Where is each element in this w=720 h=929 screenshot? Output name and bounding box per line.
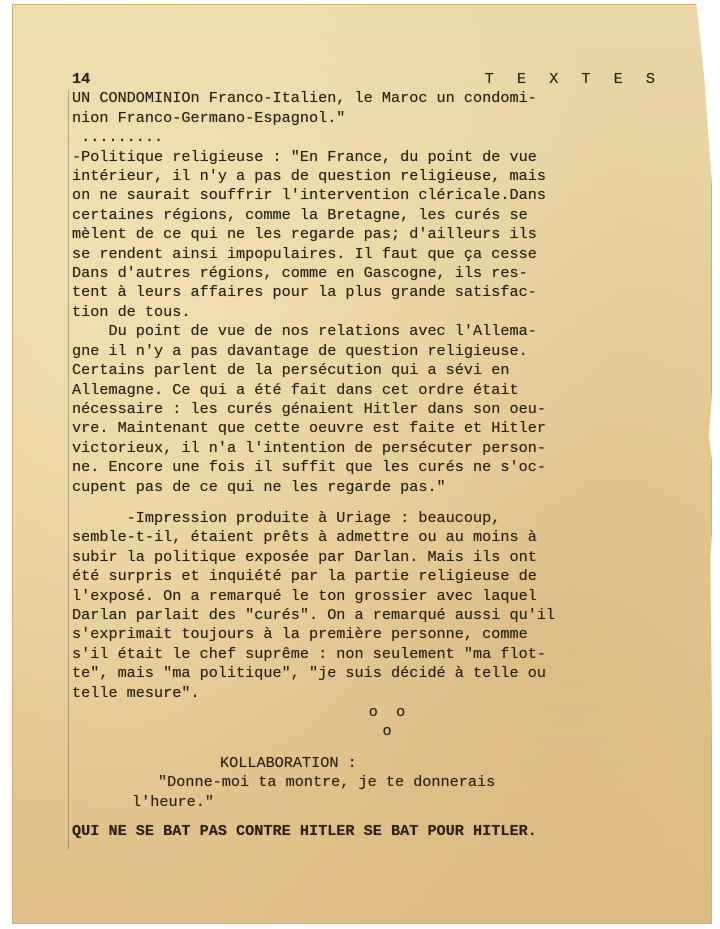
text-line: -Politique religieuse : "En France, du point de vue — [72, 147, 537, 166]
page-header — [72, 70, 662, 89]
text-line: victorieux, il n'a l'intention de persécuter person- — [72, 438, 546, 457]
text-line: Allemagne. Ce qui a été fait dans cet ordre était — [72, 380, 519, 399]
page-number: 14 — [72, 70, 91, 88]
text-line: l'exposé. On a remarqué le ton grossier avec laquel — [72, 586, 537, 605]
text-line: -Impression produite à Uriage : beaucoup, — [72, 508, 501, 527]
kollaboration-title: KOLLABORATION : — [220, 753, 357, 772]
text-line: mèlent de ce qui ne les regarde pas; d'ailleurs ils — [72, 225, 537, 244]
text-line: ......... — [72, 128, 164, 147]
kollaboration-quote-line-2: l'heure." — [132, 792, 215, 811]
separator-ornament — [72, 703, 662, 742]
slogan: QUI NE SE BAT PAS CONTRE HITLER SE BAT POUR HITLER. — [72, 822, 537, 841]
text-line: se rendent ainsi impopulaires. Il faut que ça cesse — [72, 244, 537, 263]
text-line: te", mais "ma politique", "je suis décidé à telle ou — [72, 664, 546, 683]
text-line: ne. Encore une fois il suffit que les curés ne s'oc- — [72, 458, 546, 477]
text-line: certaines régions, comme la Bretagne, les curés se — [72, 205, 528, 224]
text-line: telle mesure". — [72, 683, 200, 702]
text-line: vre. Maintenant que cette oeuvre est faite et Hitler — [72, 419, 546, 438]
text-line: nécessaire : les curés génaient Hitler dans son oeu- — [72, 399, 546, 418]
text-line: cupent pas de ce qui ne les regarde pas." — [72, 477, 446, 496]
margin-rule — [68, 90, 69, 850]
paragraph-religious-policy — [72, 148, 662, 323]
text-line: semble-t-il, étaient prêts à admettre ou au moins à — [72, 528, 537, 547]
paragraph-germany-relations — [72, 322, 662, 497]
text-line: tent à leurs affaires pour la plus grande satisfac- — [72, 283, 537, 302]
separator-bottom: o — [382, 722, 392, 741]
running-title: T E X T E S — [484, 70, 662, 88]
kollaboration-block — [72, 754, 662, 812]
text-line: intérieur, il n'y a pas de question religieuse, mais — [72, 167, 546, 186]
kollaboration-quote-line-1: "Donne-moi ta montre, je te donnerais — [158, 773, 496, 792]
text-line: UN CONDOMINIOn Franco-Italien, le Maroc un condomi- — [72, 89, 537, 108]
text-line: Darlan parlait des "curés". On a remarqué aussi qu'il — [72, 605, 556, 624]
text-line: Certains parlent de la persécution qui a sévi en — [72, 361, 510, 380]
text-line: nion Franco-Germano-Espagnol." — [72, 108, 346, 127]
text-line: s'il était le chef suprême : non seulement "ma flot- — [72, 644, 546, 663]
paragraph-1 — [72, 89, 662, 147]
text-line: tion de tous. — [72, 302, 191, 321]
text-line: gne il n'y a pas davantage de question religieuse. — [72, 341, 528, 360]
separator-top: o o — [368, 703, 406, 721]
text-line: Dans d'autres régions, comme en Gascogne, ils res- — [72, 264, 528, 283]
text-line: on ne saurait souffrir l'intervention cléricale.Dans — [72, 186, 546, 205]
text-line: Du point de vue de nos relations avec l'Allema- — [72, 322, 537, 341]
text-line: subir la politique exposée par Darlan. Mais ils ont — [72, 547, 537, 566]
spacer — [72, 742, 662, 754]
typed-page — [72, 70, 662, 841]
text-line: s'exprimait toujours à la première personne, comme — [72, 625, 528, 644]
text-line: été surpris et inquiété par la partie religieuse de — [72, 567, 537, 586]
spacer — [72, 497, 662, 509]
paragraph-uriage-impression — [72, 509, 662, 703]
